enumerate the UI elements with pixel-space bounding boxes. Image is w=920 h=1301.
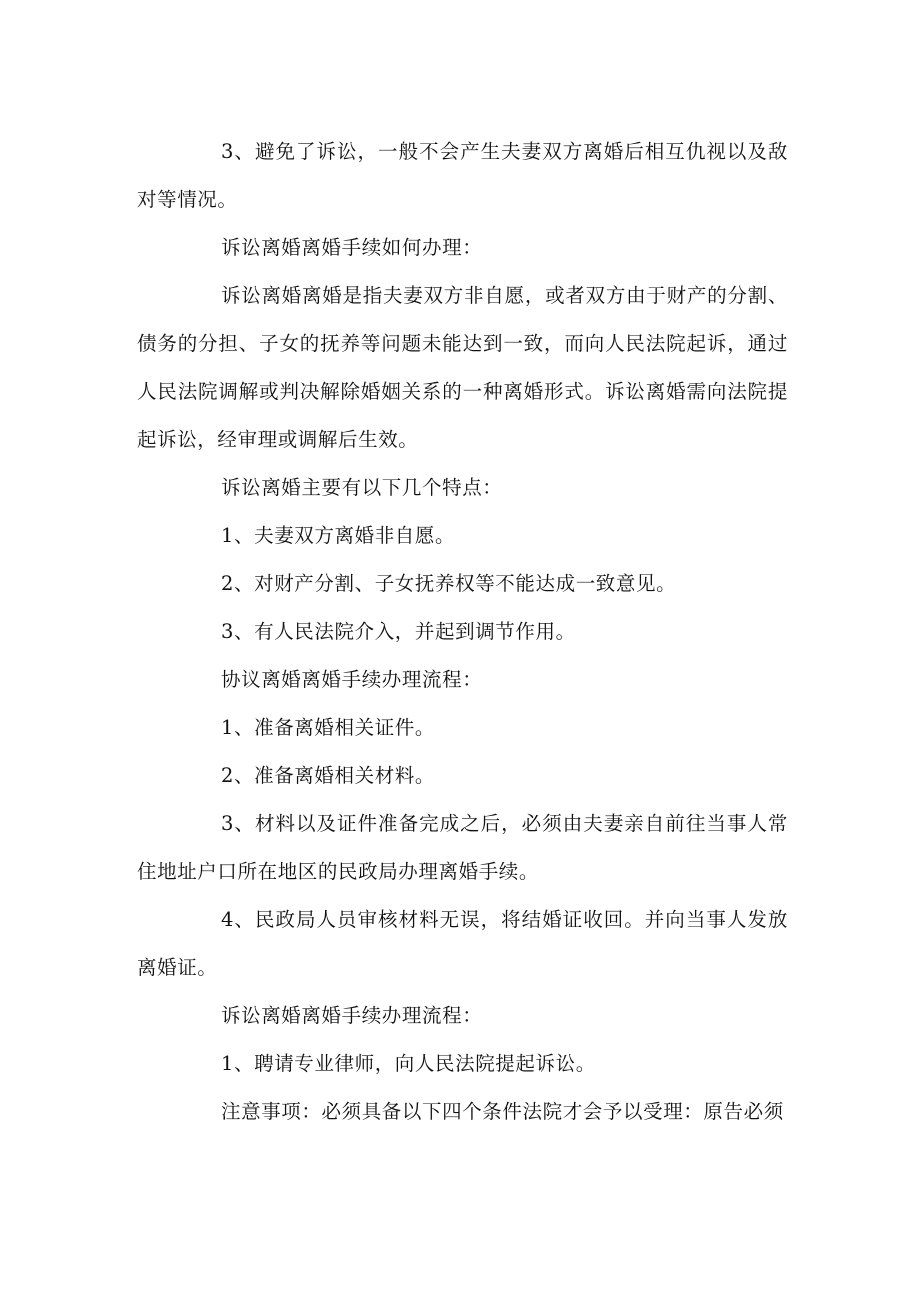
paragraph: 注意事项：必须具备以下四个条件法院才会予以受理：原告必须 (221, 1100, 784, 1123)
paragraph: 3、有人民法院介入，并起到调节作用。 (221, 620, 576, 643)
paragraph: 1、聘请专业律师，向人民法院提起诉讼。 (221, 1052, 596, 1075)
paragraph: 1、准备离婚相关证件。 (221, 716, 436, 739)
paragraph: 诉讼离婚离婚手续办理流程： (221, 1004, 483, 1027)
paragraph: 4、民政局人员审核材料无误，将结婚证收回。并向当事人发放离婚证。 (137, 908, 788, 979)
paragraph: 3、避免了诉讼，一般不会产生夫妻双方离婚后相互仇视以及敌对等情况。 (137, 140, 788, 211)
paragraph: 诉讼离婚主要有以下几个特点： (221, 476, 503, 499)
paragraph: 2、准备离婚相关材料。 (221, 764, 436, 787)
paragraph: 3、材料以及证件准备完成之后，必须由夫妻亲自前往当事人常住地址户口所在地区的民政局办理离婚手续。 (137, 812, 788, 883)
document-body (137, 128, 788, 1136)
paragraph: 诉讼离婚离婚是指夫妻双方非自愿，或者双方由于财产的分割、债务的分担、子女的抚养等问题未能达到一致，而向人民法院起诉，通过人民法院调解或判决解除婚姻关系的一种离婚形式。诉讼离婚需向法院提起诉讼，经审理或调解后生效。 (137, 284, 788, 451)
paragraph: 诉讼离婚离婚手续如何办理： (221, 236, 483, 259)
paragraph: 1、夫妻双方离婚非自愿。 (221, 524, 456, 547)
paragraph: 协议离婚离婚手续办理流程： (221, 668, 483, 691)
paragraph: 2、对财产分割、子女抚养权等不能达成一致意见。 (221, 572, 677, 595)
